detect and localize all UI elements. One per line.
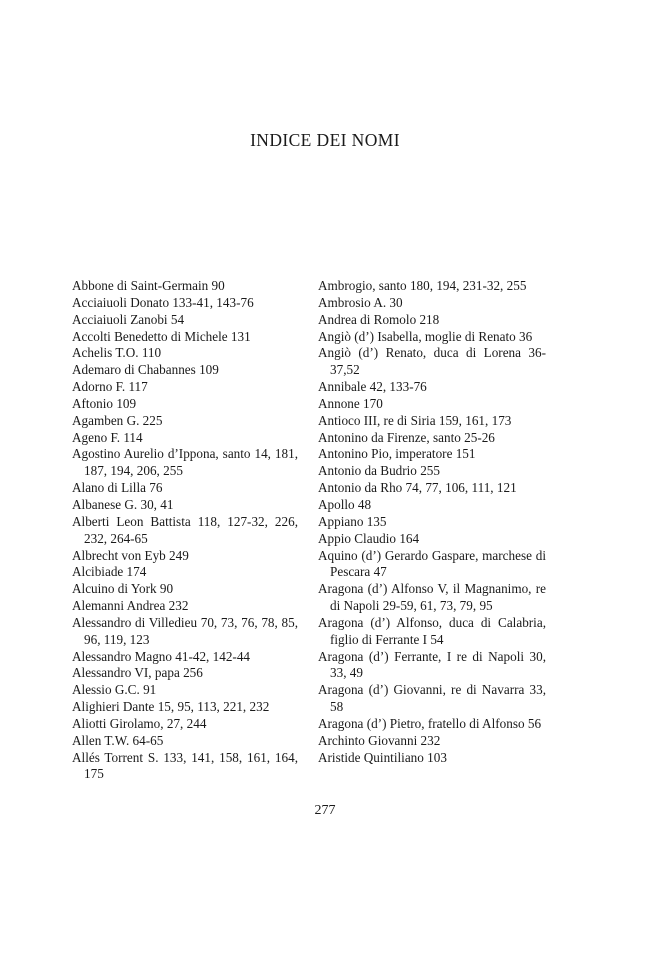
index-entry: Angiò (d’) Isabella, moglie di Renato 36 (318, 328, 533, 344)
index-entry: Appio Claudio 164 (318, 530, 420, 546)
index-entry: Antonio da Rho 74, 77, 106, 111, 121 (318, 480, 517, 496)
index-entry: Alemanni Andrea 232 (72, 598, 189, 614)
index-entry: Angiò (d’) Renato, duca di Lorena 36-37,52 (318, 345, 546, 378)
page-title: INDICE DEI NOMI (250, 130, 400, 150)
index-entry: Alano di Lilla 76 (72, 480, 163, 496)
index-entry: Ambrosio A. 30 (318, 294, 403, 310)
index-entry: Adorno F. 117 (72, 379, 148, 395)
index-entry: Allés Torrent S. 133, 141, 158, 161, 164, 175 (72, 749, 298, 782)
index-entry: Aliotti Girolamo, 27, 244 (72, 715, 207, 731)
index-entry: Apollo 48 (318, 496, 372, 512)
index-entry: Ageno F. 114 (72, 429, 143, 445)
index-entry: Aragona (d’) Ferrante, I re di Napoli 30, 33, 49 (318, 648, 546, 681)
index-entry: Alessandro VI, papa 256 (72, 665, 203, 681)
index-entry: Antonio da Budrio 255 (318, 463, 440, 479)
index-entry: Ademaro di Chabannes 109 (72, 362, 219, 378)
index-column-left (72, 278, 298, 783)
index-entry: Acciaiuoli Donato 133-41, 143-76 (72, 294, 254, 310)
index-entry: Antonino da Firenze, santo 25-26 (318, 429, 495, 445)
index-entry: Aragona (d’) Pietro, fratello di Alfonso 56 (318, 715, 542, 731)
index-entry: Albanese G. 30, 41 (72, 496, 174, 512)
index-entry: Appiano 135 (318, 513, 387, 529)
index-entry: Aragona (d’) Alfonso, duca di Calabria, figlio di Ferrante I 54 (318, 614, 546, 647)
index-column-right (318, 278, 546, 766)
index-entry: Allen T.W. 64-65 (72, 732, 164, 748)
index-entry: Andrea di Romolo 218 (318, 311, 440, 327)
index-entry: Alcibiade 174 (72, 564, 147, 580)
index-entry: Annibale 42, 133-76 (318, 379, 427, 395)
index-entry: Archinto Giovanni 232 (318, 732, 441, 748)
index-entry: Antioco III, re di Siria 159, 161, 173 (318, 412, 512, 428)
index-entry: Alighieri Dante 15, 95, 113, 221, 232 (72, 699, 270, 715)
index-entry: Abbone di Saint-Germain 90 (72, 278, 225, 293)
index-entry: Ambrogio, santo 180, 194, 231-32, 255 (318, 278, 527, 293)
index-entry: Alessandro Magno 41-42, 142-44 (72, 648, 251, 664)
index-entry: Aragona (d’) Giovanni, re di Navarra 33, 58 (318, 682, 546, 715)
index-entry: Aquino (d’) Gerardo Gaspare, marchese di Pescara 47 (318, 547, 546, 580)
index-entry: Aragona (d’) Alfonso V, il Magnanimo, re di Napoli 29-59, 61, 73, 79, 95 (318, 581, 546, 614)
index-entry: Annone 170 (318, 395, 383, 411)
page-number: 277 (314, 803, 336, 818)
index-entry: Agamben G. 225 (72, 412, 163, 428)
index-entry: Antonino Pio, imperatore 151 (318, 446, 476, 462)
index-entry: Albrecht von Eyb 249 (72, 547, 189, 563)
index-entry: Alcuino di York 90 (72, 581, 174, 597)
index-entry: Aristide Quintiliano 103 (318, 749, 447, 765)
index-entry: Aftonio 109 (72, 395, 137, 411)
index-entry: Accolti Benedetto di Michele 131 (72, 328, 251, 344)
index-entry: Agostino Aurelio d’Ippona, santo 14, 181, 187, 194, 206, 255 (72, 446, 298, 479)
index-entry: Alberti Leon Battista 118, 127-32, 226, 232, 264-65 (72, 513, 298, 546)
index-entry: Alessio G.C. 91 (72, 682, 157, 698)
index-entry: Alessandro di Villedieu 70, 73, 76, 78, 85, 96, 119, 123 (72, 614, 298, 647)
index-entry: Achelis T.O. 110 (72, 345, 162, 361)
index-entry: Acciaiuoli Zanobi 54 (72, 311, 185, 327)
